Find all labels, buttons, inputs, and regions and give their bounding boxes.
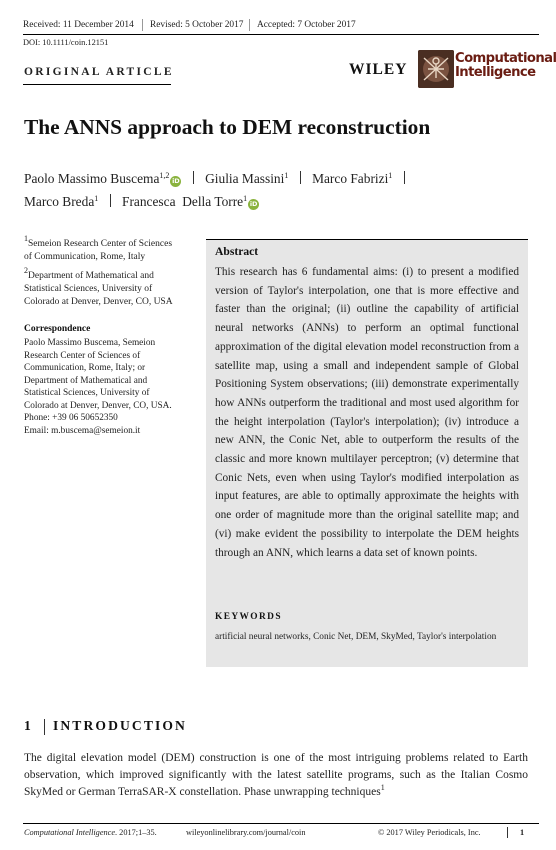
journal-name-line-1: Computational (455, 51, 556, 66)
journal-name-line-2: Intelligence (455, 65, 536, 80)
abstract-text: This research has 6 fundamental aims: (i) to present a modified version of Taylor's interpolation, one that is more effective and faster than the original; (ii) outline the capability of artificial neural networks (ANNs) to perform an optimal functional approximation of the digital elevation model reconstruction from a satellite map, using a small and independent sample of Global Positioning System observations; (iii) demonstrate experimentally how ANNs outperform the traditional and most used algorithm for the height interpolation (Taylor's interpolation); (iv) introduce a new ANN, the Conic Net, able to outperform the results of the classic and more known multilayer perceptron; (v) determine that Conic Nets, even when using Taylor's modified interpolation as input features, are able to optimally approximate the heights with one order of magnitude more than the original satellite map; and (vi) make evident the possibility to interpolate the DEM heights through an ANN, which learns a data set of known points. (215, 266, 519, 559)
orcid-icon[interactable]: iD (249, 200, 258, 208)
affiliation-line: Colorado at Denver, Denver, CO, USA (24, 296, 173, 307)
keywords-heading: KEYWORDS (215, 612, 282, 622)
date-separator (249, 19, 250, 31)
top-rule (23, 34, 539, 35)
revised-date: Revised: 5 October 2017 (150, 20, 244, 30)
publisher-logo: WILEY (349, 61, 408, 78)
article-type: ORIGINAL ARTICLE (24, 66, 174, 78)
abstract-rule (206, 239, 528, 240)
author-separator (300, 171, 301, 184)
footer-journal-name: Computational Intelligence (24, 828, 116, 837)
author-list-line-2 (24, 194, 259, 210)
author-separator (110, 194, 111, 207)
affiliation-line: Statistical Sciences, University of (24, 283, 153, 294)
correspondence-line: Paolo Massimo Buscema, Semeion (24, 338, 156, 348)
author-separator (193, 171, 194, 184)
author-affiliation-marker: 1 (284, 171, 289, 180)
correspondence-phone: Phone: +39 06 50652350 (24, 413, 118, 423)
correspondence-line: Colorado at Denver, Denver, CO, USA. (24, 400, 172, 411)
author-name[interactable]: Marco Breda (24, 194, 95, 209)
affiliation (24, 266, 194, 309)
keywords-list: artificial neural networks, Conic Net, DEM, SkyMed, Taylor's interpolation (215, 632, 497, 642)
body-paragraph (24, 750, 528, 801)
orcid-icon[interactable]: iD (172, 177, 180, 185)
correspondence-line: Department of Mathematical and (24, 375, 148, 386)
footer-url[interactable]: wileyonlinelibrary.com/journal/coin (186, 828, 306, 837)
footer-citation-details: . 2017;1–35. (115, 828, 157, 837)
author-name[interactable]: Marco Fabrizi (312, 171, 389, 186)
publication-dates (23, 17, 538, 33)
author-name[interactable]: Francesca Della Torre (122, 194, 244, 209)
affiliation-line: of Communication, Rome, Italy (24, 251, 146, 262)
correspondence-line: Research Center of Sciences of (24, 350, 141, 361)
correspondence-line: Statistical Sciences, University of (24, 388, 150, 398)
section-title: INTRODUCTION (53, 718, 187, 733)
footer-citation (24, 828, 157, 837)
abstract-heading: Abstract (215, 245, 259, 258)
correspondence-line: Communication, Rome, Italy; or (24, 363, 146, 373)
body-paragraph-text: The digital elevation model (DEM) construction is one of the most intriguing problems related to Earth observation, which improved significantly with the latest satellite programs, such as the Italian Cosmo SkyMed or German TerraSAR-X constellation. Phase unwrapping techniques (24, 752, 528, 798)
date-separator (142, 19, 143, 31)
author-separator (404, 171, 405, 184)
section-number: 1 (24, 718, 33, 733)
section-separator (44, 719, 45, 735)
author-affiliation-marker: 1 (243, 194, 248, 203)
accepted-date: Accepted: 7 October 2017 (257, 20, 356, 30)
correspondence-email[interactable]: Email: m.buscema@semeion.it (24, 425, 141, 436)
footer-rule (23, 823, 539, 824)
affiliation (24, 234, 194, 264)
affiliation-marker: 2 (24, 266, 28, 275)
author-list-line-1 (24, 171, 413, 187)
article-title: The ANNS approach to DEM reconstruction (24, 115, 431, 139)
affiliation-marker: 1 (24, 234, 28, 243)
author-affiliation-marker: 1 (388, 171, 393, 180)
author-affiliation-marker: 1,2 (159, 171, 170, 180)
author-name[interactable]: Paolo Massimo Buscema (24, 171, 160, 186)
page-number: 1 (520, 828, 525, 837)
article-type-rule (23, 84, 171, 85)
doi[interactable]: DOI: 10.1111/coin.12151 (23, 38, 109, 47)
journal-logo-icon (418, 50, 454, 88)
correspondence-heading: Correspondence (24, 324, 91, 334)
author-affiliation-marker: 1 (94, 194, 99, 203)
citation-marker[interactable]: 1 (380, 783, 385, 792)
affiliation-line: Department of Mathematical and (28, 271, 154, 281)
affiliation-line: Semeion Research Center of Sciences (28, 239, 173, 249)
received-date: Received: 11 December 2014 (23, 20, 134, 30)
footer-copyright: © 2017 Wiley Periodicals, Inc. (378, 828, 481, 837)
correspondence-details (24, 337, 202, 437)
footer-separator (507, 827, 508, 838)
journal-name (455, 52, 556, 80)
author-name[interactable]: Giulia Massini (205, 171, 285, 186)
